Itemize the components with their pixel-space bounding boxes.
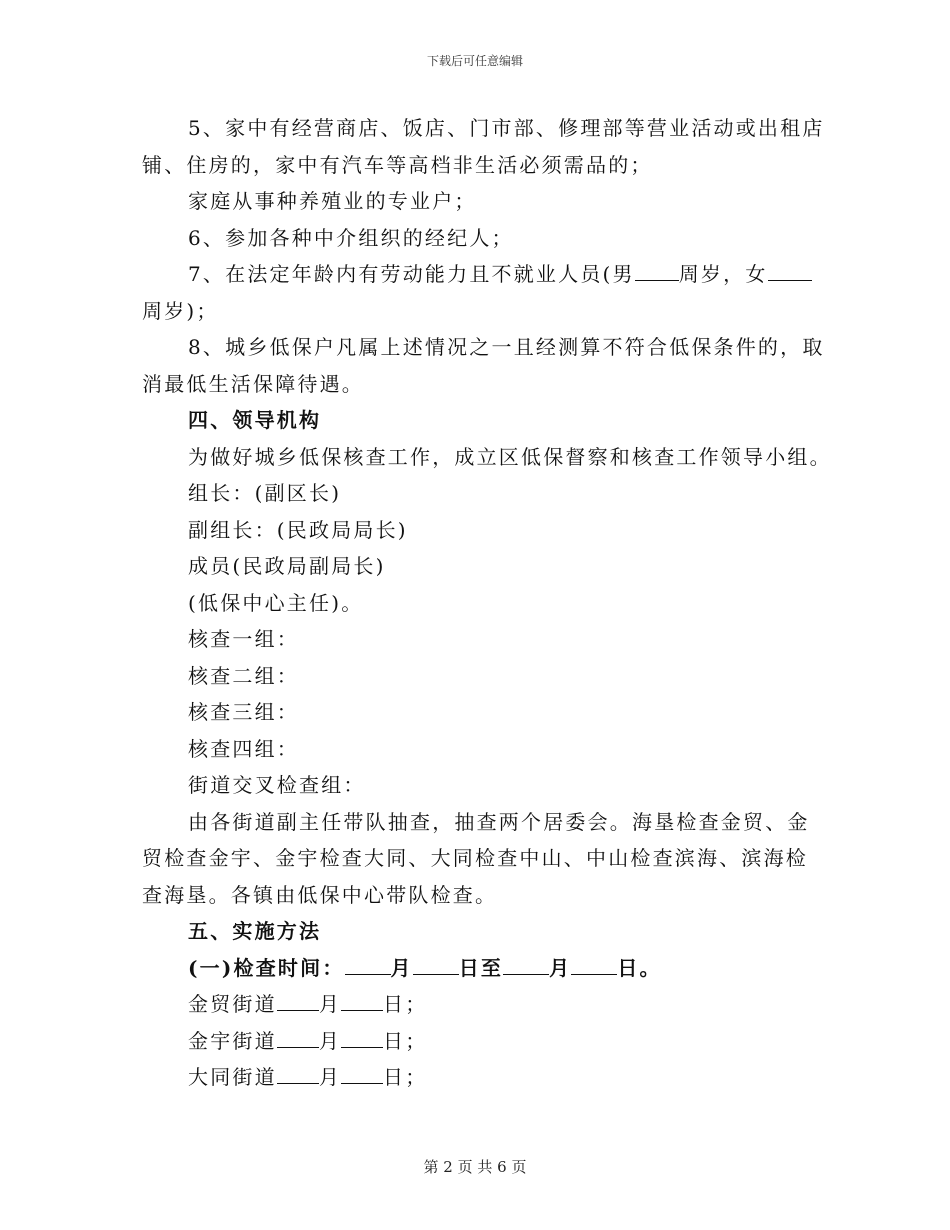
day-blank bbox=[341, 1065, 383, 1084]
start-month-blank bbox=[345, 956, 391, 975]
street-name: 金贸街道 bbox=[188, 992, 277, 1016]
day-label: 日； bbox=[383, 1028, 428, 1053]
check-group-2: 核查二组： bbox=[188, 663, 299, 688]
street-date-line bbox=[142, 1059, 810, 1096]
street-name: 大同街道 bbox=[188, 1065, 277, 1089]
item-7-line-1 bbox=[142, 256, 810, 293]
street-name: 金宇街道 bbox=[188, 1028, 277, 1053]
day-label: 日； bbox=[383, 992, 428, 1016]
month-blank bbox=[277, 1029, 319, 1048]
document-body bbox=[142, 110, 832, 1096]
farm-household-line: 家庭从事种养殖业的专业户； bbox=[188, 189, 477, 213]
section-5-heading: 五、实施方法 bbox=[188, 919, 322, 943]
leader-line: 组长：(副区长) bbox=[188, 481, 342, 505]
item-7-text-b: 周岁，女 bbox=[678, 262, 768, 286]
month-label: 月 bbox=[318, 992, 342, 1016]
check-group-1: 核查一组： bbox=[188, 627, 299, 651]
day-blank bbox=[341, 1029, 383, 1048]
street-cross-check-group: 街道交叉检查组： bbox=[188, 773, 366, 797]
inspection-para-line-1: 由各街道副主任带队抽查，抽查两个居委会。海垦检查金贸、金 bbox=[188, 809, 810, 834]
male-age-blank bbox=[635, 262, 679, 281]
street-date-line bbox=[142, 1023, 810, 1060]
section-4-intro: 为做好城乡低保核查工作，成立区低保督察和核查工作领导小组。 bbox=[188, 444, 832, 469]
members-line-2: (低保中心主任)。 bbox=[188, 590, 364, 615]
deputy-leader-line: 副组长：(民政局局长) bbox=[188, 517, 408, 542]
month-label: 月 bbox=[549, 955, 572, 980]
month-blank bbox=[277, 992, 319, 1011]
day-to-label: 日至 bbox=[458, 955, 504, 980]
street-date-line bbox=[142, 986, 810, 1023]
day-label: 日； bbox=[383, 1065, 428, 1089]
item-5-line-2: 铺、住房的，家中有汽车等高档非生活必须需品的； bbox=[142, 152, 653, 177]
item-8-line-1: 8、城乡低保户凡属上述情况之一且经测算不符合低保条件的，取 bbox=[188, 335, 825, 359]
day-blank bbox=[341, 992, 383, 1011]
check-time-label: (一)检查时间： bbox=[188, 955, 345, 980]
check-time-line bbox=[142, 950, 810, 987]
item-8-line-2: 消最低生活保障待遇。 bbox=[142, 371, 364, 396]
day-end-label: 日。 bbox=[617, 955, 662, 980]
page-header: 下载后可任意编辑 bbox=[426, 54, 523, 68]
item-6: 6、参加各种中介组织的经纪人； bbox=[188, 225, 514, 250]
item-7-text-a: 7、在法定年龄内有劳动能力且不就业人员(男 bbox=[188, 262, 635, 286]
month-label: 月 bbox=[318, 1028, 342, 1053]
section-4-heading: 四、领导机构 bbox=[188, 408, 322, 432]
end-day-blank bbox=[571, 956, 617, 975]
female-age-blank bbox=[768, 262, 812, 281]
month-label: 月 bbox=[390, 955, 413, 980]
page-footer: 第 2 页 共 6 页 bbox=[423, 1158, 527, 1176]
item-7-line-2: 周岁)； bbox=[142, 298, 219, 323]
month-blank bbox=[277, 1065, 319, 1084]
end-month-blank bbox=[503, 956, 549, 975]
start-day-blank bbox=[413, 956, 459, 975]
inspection-para-line-3: 查海垦。各镇由低保中心带队检查。 bbox=[142, 882, 498, 907]
check-group-3: 核查三组： bbox=[188, 700, 299, 724]
item-5-line-1: 5、家中有经营商店、饭店、门市部、修理部等营业活动或出租店 bbox=[188, 116, 825, 140]
month-label: 月 bbox=[318, 1065, 342, 1089]
inspection-para-line-2: 贸检查金宇、金宇检查大同、大同检查中山、中山检查滨海、滨海检 bbox=[142, 846, 808, 870]
members-line: 成员(民政局副局长) bbox=[188, 554, 386, 578]
check-group-4: 核查四组： bbox=[188, 736, 299, 761]
